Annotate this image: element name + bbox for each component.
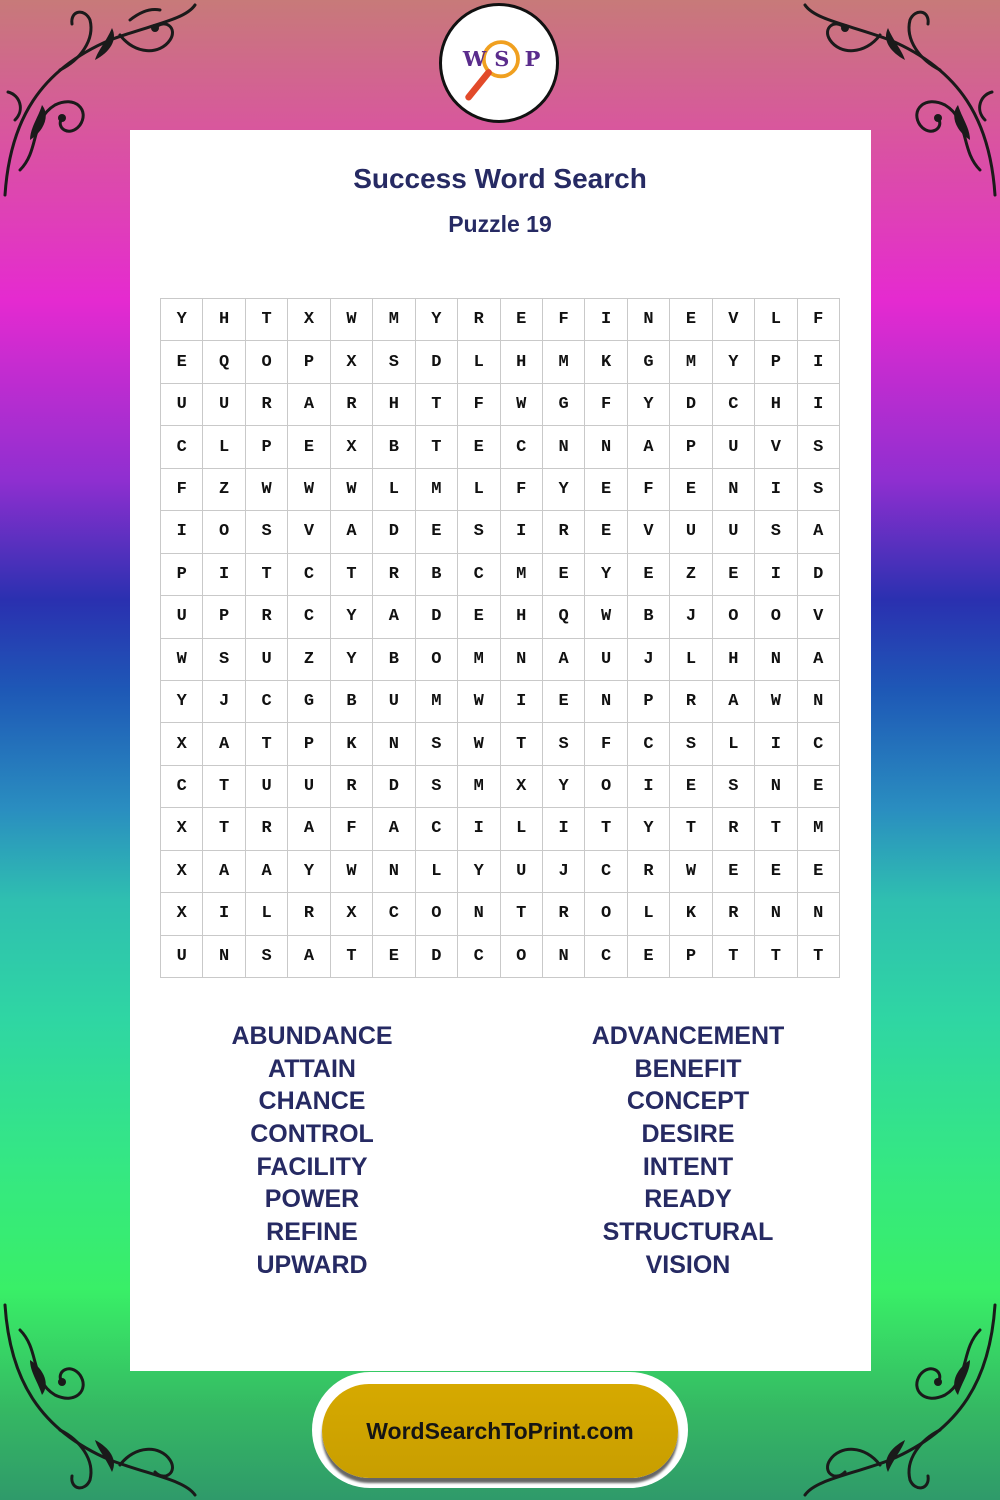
grid-cell[interactable]: P	[288, 723, 330, 765]
grid-cell[interactable]: C	[458, 936, 500, 978]
word-list-item: VISION	[645, 1250, 731, 1279]
grid-cell[interactable]: X	[161, 723, 203, 765]
grid-cell[interactable]: M	[798, 808, 840, 850]
grid-cell[interactable]: D	[373, 766, 415, 808]
grid-cell[interactable]: H	[203, 299, 245, 341]
grid-cell[interactable]: V	[628, 511, 670, 553]
grid-cell[interactable]: R	[713, 893, 755, 935]
grid-cell[interactable]: B	[373, 639, 415, 681]
grid-cell[interactable]: W	[331, 851, 373, 893]
grid-cell[interactable]: P	[203, 596, 245, 638]
grid-cell[interactable]: U	[373, 681, 415, 723]
grid-cell[interactable]: I	[755, 469, 797, 511]
grid-cell[interactable]: S	[713, 766, 755, 808]
grid-cell[interactable]: L	[373, 469, 415, 511]
grid-cell[interactable]: N	[203, 936, 245, 978]
grid-cell[interactable]: Y	[543, 469, 585, 511]
grid-cell[interactable]: F	[585, 723, 627, 765]
grid-cell[interactable]: T	[416, 426, 458, 468]
grid-cell[interactable]: C	[713, 384, 755, 426]
grid-cell[interactable]: W	[501, 384, 543, 426]
grid-cell[interactable]: O	[585, 766, 627, 808]
grid-cell[interactable]: B	[628, 596, 670, 638]
puzzle-number: Puzzle 19	[448, 211, 552, 237]
grid-cell[interactable]: P	[670, 426, 712, 468]
grid-cell[interactable]: W	[585, 596, 627, 638]
word-list-item: FACILITY	[256, 1152, 368, 1181]
grid-cell[interactable]: C	[501, 426, 543, 468]
grid-cell[interactable]: W	[246, 469, 288, 511]
grid-cell[interactable]: D	[670, 384, 712, 426]
grid-cell[interactable]: M	[416, 681, 458, 723]
grid-cell[interactable]: A	[203, 851, 245, 893]
grid-cell[interactable]: X	[161, 808, 203, 850]
grid-cell[interactable]: E	[670, 469, 712, 511]
grid-cell[interactable]: E	[798, 766, 840, 808]
grid-cell[interactable]: I	[585, 299, 627, 341]
grid-cell[interactable]: W	[670, 851, 712, 893]
grid-cell[interactable]: J	[670, 596, 712, 638]
grid-cell[interactable]: S	[203, 639, 245, 681]
grid-cell[interactable]: N	[543, 426, 585, 468]
grid-cell[interactable]: A	[288, 808, 330, 850]
grid-cell[interactable]: U	[203, 384, 245, 426]
grid-cell[interactable]: N	[585, 426, 627, 468]
grid-cell[interactable]: E	[713, 851, 755, 893]
grid-cell[interactable]: K	[585, 341, 627, 383]
grid-cell[interactable]: N	[458, 893, 500, 935]
grid-cell[interactable]: A	[288, 936, 330, 978]
grid-cell[interactable]: W	[331, 299, 373, 341]
grid-cell[interactable]: I	[203, 554, 245, 596]
grid-cell[interactable]: U	[161, 384, 203, 426]
grid-cell[interactable]: R	[458, 299, 500, 341]
grid-cell[interactable]: C	[416, 808, 458, 850]
grid-cell[interactable]: I	[798, 341, 840, 383]
grid-cell[interactable]: Q	[543, 596, 585, 638]
grid-cell[interactable]: U	[501, 851, 543, 893]
grid-cell[interactable]: R	[288, 893, 330, 935]
grid-cell[interactable]: R	[543, 511, 585, 553]
grid-cell[interactable]: T	[246, 299, 288, 341]
grid-cell[interactable]: L	[416, 851, 458, 893]
grid-cell[interactable]: N	[373, 851, 415, 893]
grid-cell[interactable]: O	[585, 893, 627, 935]
grid-cell[interactable]: Y	[713, 341, 755, 383]
grid-cell[interactable]: P	[755, 341, 797, 383]
letter-grid[interactable]	[160, 298, 840, 978]
grid-cell[interactable]: I	[755, 554, 797, 596]
grid-cell[interactable]: X	[161, 851, 203, 893]
grid-cell[interactable]: C	[798, 723, 840, 765]
grid-cell[interactable]: S	[798, 426, 840, 468]
grid-cell[interactable]: U	[713, 426, 755, 468]
grid-cell[interactable]: L	[628, 893, 670, 935]
word-list-item: CONTROL	[250, 1120, 374, 1149]
grid-cell[interactable]: Y	[458, 851, 500, 893]
grid-cell[interactable]: O	[713, 596, 755, 638]
grid-cell[interactable]: L	[203, 426, 245, 468]
grid-cell[interactable]: Y	[628, 384, 670, 426]
grid-cell[interactable]: E	[458, 426, 500, 468]
grid-cell[interactable]: M	[458, 639, 500, 681]
word-list-item: ATTAIN	[268, 1054, 356, 1083]
grid-cell[interactable]: Y	[543, 766, 585, 808]
grid-cell[interactable]: H	[373, 384, 415, 426]
grid-cell[interactable]: R	[331, 766, 373, 808]
grid-cell[interactable]: X	[331, 893, 373, 935]
grid-cell[interactable]: A	[713, 681, 755, 723]
grid-cell[interactable]: L	[246, 893, 288, 935]
grid-cell[interactable]: A	[373, 808, 415, 850]
grid-cell[interactable]: L	[670, 639, 712, 681]
grid-cell[interactable]: L	[458, 341, 500, 383]
grid-cell[interactable]: J	[203, 681, 245, 723]
grid-cell[interactable]: M	[501, 554, 543, 596]
grid-cell[interactable]: D	[798, 554, 840, 596]
grid-cell[interactable]: T	[246, 554, 288, 596]
grid-cell[interactable]: E	[628, 936, 670, 978]
grid-cell[interactable]: S	[543, 723, 585, 765]
grid-cell[interactable]: S	[246, 936, 288, 978]
grid-cell[interactable]: N	[713, 469, 755, 511]
grid-cell[interactable]: E	[670, 766, 712, 808]
word-list-item: READY	[644, 1185, 732, 1214]
grid-cell[interactable]: D	[416, 596, 458, 638]
grid-cell[interactable]: M	[373, 299, 415, 341]
grid-cell[interactable]: I	[628, 766, 670, 808]
grid-cell[interactable]: U	[161, 596, 203, 638]
grid-cell[interactable]: T	[501, 723, 543, 765]
grid-cell[interactable]: T	[501, 893, 543, 935]
grid-cell[interactable]: E	[161, 341, 203, 383]
grid-cell[interactable]: A	[203, 723, 245, 765]
grid-cell[interactable]: E	[458, 596, 500, 638]
grid-cell[interactable]: N	[755, 639, 797, 681]
grid-cell[interactable]: C	[288, 554, 330, 596]
grid-cell[interactable]: E	[755, 851, 797, 893]
grid-cell[interactable]: U	[288, 766, 330, 808]
grid-cell[interactable]: M	[458, 766, 500, 808]
grid-cell[interactable]: U	[670, 511, 712, 553]
grid-cell[interactable]: A	[628, 426, 670, 468]
grid-cell[interactable]: E	[501, 299, 543, 341]
grid-cell[interactable]: G	[288, 681, 330, 723]
grid-cell[interactable]: J	[543, 851, 585, 893]
page-title: Success Word Search	[353, 163, 647, 194]
grid-cell[interactable]: H	[713, 639, 755, 681]
word-list-item: ABUNDANCE	[231, 1022, 393, 1050]
grid-cell[interactable]: U	[713, 511, 755, 553]
grid-cell[interactable]: X	[501, 766, 543, 808]
grid-cell[interactable]: E	[670, 299, 712, 341]
grid-cell[interactable]: T	[798, 936, 840, 978]
word-list-item: DESIRE	[641, 1120, 735, 1149]
grid-cell[interactable]: A	[288, 384, 330, 426]
logo-letter-w: W	[462, 45, 487, 71]
grid-cell[interactable]: N	[798, 893, 840, 935]
grid-cell[interactable]: T	[755, 808, 797, 850]
grid-cell[interactable]: G	[543, 384, 585, 426]
grid-cell[interactable]: D	[373, 511, 415, 553]
grid-cell[interactable]: E	[585, 469, 627, 511]
grid-cell[interactable]: I	[458, 808, 500, 850]
grid-cell[interactable]: T	[713, 936, 755, 978]
grid-cell[interactable]: L	[501, 808, 543, 850]
grid-cell[interactable]: O	[416, 893, 458, 935]
grid-cell[interactable]: C	[246, 681, 288, 723]
grid-cell[interactable]: P	[161, 554, 203, 596]
logo-letter-p: P	[524, 45, 541, 71]
grid-cell[interactable]: X	[331, 341, 373, 383]
grid-cell[interactable]: U	[161, 936, 203, 978]
grid-cell[interactable]: C	[628, 723, 670, 765]
grid-cell[interactable]: C	[585, 936, 627, 978]
grid-cell[interactable]: Y	[331, 596, 373, 638]
grid-cell[interactable]: A	[543, 639, 585, 681]
grid-cell[interactable]: P	[670, 936, 712, 978]
grid-cell[interactable]: L	[713, 723, 755, 765]
grid-cell[interactable]: P	[288, 341, 330, 383]
word-list-item: ADVANCEMENT	[591, 1022, 785, 1050]
grid-cell[interactable]: N	[798, 681, 840, 723]
grid-cell[interactable]: K	[331, 723, 373, 765]
grid-cell[interactable]: O	[501, 936, 543, 978]
grid-cell[interactable]: N	[755, 766, 797, 808]
grid-cell[interactable]: R	[373, 554, 415, 596]
grid-cell[interactable]: S	[755, 511, 797, 553]
grid-cell[interactable]: T	[585, 808, 627, 850]
grid-cell[interactable]: D	[416, 341, 458, 383]
grid-cell[interactable]: M	[543, 341, 585, 383]
grid-cell[interactable]: U	[246, 766, 288, 808]
grid-cell[interactable]: V	[288, 511, 330, 553]
grid-cell[interactable]: C	[585, 851, 627, 893]
logo-letter-s: S	[494, 45, 510, 71]
grid-cell[interactable]: N	[543, 936, 585, 978]
grid-cell[interactable]: K	[670, 893, 712, 935]
grid-cell[interactable]: F	[543, 299, 585, 341]
grid-cell[interactable]: L	[755, 299, 797, 341]
grid-cell[interactable]: N	[628, 299, 670, 341]
grid-cell[interactable]: W	[331, 469, 373, 511]
grid-cell[interactable]: E	[798, 851, 840, 893]
grid-cell[interactable]: R	[331, 384, 373, 426]
grid-cell[interactable]: I	[501, 511, 543, 553]
grid-cell[interactable]: F	[458, 384, 500, 426]
grid-cell[interactable]: O	[203, 511, 245, 553]
grid-cell[interactable]: R	[713, 808, 755, 850]
grid-cell[interactable]: V	[798, 596, 840, 638]
grid-cell[interactable]: X	[161, 893, 203, 935]
grid-cell[interactable]: Y	[585, 554, 627, 596]
grid-cell[interactable]: I	[755, 723, 797, 765]
grid-cell[interactable]: A	[246, 851, 288, 893]
grid-cell[interactable]: R	[246, 808, 288, 850]
grid-cell[interactable]: Y	[628, 808, 670, 850]
word-list-item: STRUCTURAL	[602, 1218, 774, 1247]
word-list-item: INTENT	[642, 1152, 734, 1181]
grid-cell[interactable]: Y	[161, 299, 203, 341]
grid-cell[interactable]: N	[755, 893, 797, 935]
grid-cell[interactable]: P	[246, 426, 288, 468]
grid-cell[interactable]: F	[585, 384, 627, 426]
grid-cell[interactable]: F	[161, 469, 203, 511]
grid-cell[interactable]: N	[501, 639, 543, 681]
grid-cell[interactable]: F	[331, 808, 373, 850]
grid-cell[interactable]: S	[416, 723, 458, 765]
grid-cell[interactable]: C	[161, 426, 203, 468]
grid-cell[interactable]: X	[288, 299, 330, 341]
grid-cell[interactable]: C	[458, 554, 500, 596]
grid-cell[interactable]: Z	[203, 469, 245, 511]
website-link-button[interactable]: WordSearchToPrint.com	[322, 1384, 678, 1478]
grid-cell[interactable]: T	[331, 936, 373, 978]
grid-cell[interactable]: B	[331, 681, 373, 723]
grid-cell[interactable]: E	[416, 511, 458, 553]
grid-cell[interactable]: C	[161, 766, 203, 808]
grid-cell[interactable]: S	[416, 766, 458, 808]
grid-cell[interactable]: E	[373, 936, 415, 978]
grid-cell[interactable]: R	[543, 893, 585, 935]
grid-cell[interactable]: H	[755, 384, 797, 426]
grid-cell[interactable]: A	[798, 639, 840, 681]
grid-cell[interactable]: I	[161, 511, 203, 553]
grid-cell[interactable]: C	[288, 596, 330, 638]
grid-cell[interactable]: I	[501, 681, 543, 723]
grid-cell[interactable]: Q	[203, 341, 245, 383]
word-list-item: CHANCE	[258, 1087, 366, 1116]
word-list-right	[538, 1020, 838, 1282]
grid-cell[interactable]: B	[373, 426, 415, 468]
grid-cell[interactable]: V	[713, 299, 755, 341]
grid-cell[interactable]: Y	[416, 299, 458, 341]
grid-cell[interactable]: J	[628, 639, 670, 681]
grid-cell[interactable]: W	[755, 681, 797, 723]
grid-cell[interactable]: S	[246, 511, 288, 553]
grid-cell[interactable]: T	[246, 723, 288, 765]
grid-cell[interactable]: I	[543, 808, 585, 850]
grid-cell[interactable]: S	[670, 723, 712, 765]
grid-cell[interactable]: T	[331, 554, 373, 596]
grid-cell[interactable]: Y	[161, 681, 203, 723]
grid-cell[interactable]: S	[373, 341, 415, 383]
grid-cell[interactable]: M	[416, 469, 458, 511]
word-list-item: BENEFIT	[634, 1054, 742, 1083]
grid-cell[interactable]: O	[246, 341, 288, 383]
grid-cell[interactable]: O	[416, 639, 458, 681]
grid-cell[interactable]: O	[755, 596, 797, 638]
grid-cell[interactable]: E	[713, 554, 755, 596]
grid-cell[interactable]: L	[458, 469, 500, 511]
grid-cell[interactable]: H	[501, 596, 543, 638]
wsp-logo[interactable]	[439, 3, 559, 123]
grid-cell[interactable]: R	[246, 384, 288, 426]
grid-cell[interactable]: N	[585, 681, 627, 723]
grid-cell[interactable]: B	[416, 554, 458, 596]
grid-cell[interactable]: W	[458, 681, 500, 723]
grid-cell[interactable]: A	[373, 596, 415, 638]
grid-cell[interactable]: T	[203, 766, 245, 808]
word-list-item: POWER	[264, 1185, 360, 1214]
grid-cell[interactable]: G	[628, 341, 670, 383]
word-list-left	[162, 1020, 462, 1282]
grid-cell[interactable]: V	[755, 426, 797, 468]
grid-cell[interactable]: E	[543, 681, 585, 723]
grid-cell[interactable]: W	[161, 639, 203, 681]
word-list-item: CONCEPT	[626, 1087, 750, 1116]
grid-cell[interactable]: T	[670, 808, 712, 850]
grid-cell[interactable]: A	[798, 511, 840, 553]
grid-cell[interactable]: W	[458, 723, 500, 765]
grid-cell[interactable]: Z	[670, 554, 712, 596]
grid-cell[interactable]: R	[670, 681, 712, 723]
grid-cell[interactable]: E	[585, 511, 627, 553]
grid-cell[interactable]: M	[670, 341, 712, 383]
grid-cell[interactable]: T	[416, 384, 458, 426]
grid-cell[interactable]: P	[628, 681, 670, 723]
grid-cell[interactable]: E	[628, 554, 670, 596]
grid-cell[interactable]: N	[373, 723, 415, 765]
grid-cell[interactable]: C	[373, 893, 415, 935]
grid-cell[interactable]: U	[246, 639, 288, 681]
grid-cell[interactable]: S	[798, 469, 840, 511]
grid-cell[interactable]: I	[203, 893, 245, 935]
grid-cell[interactable]: H	[501, 341, 543, 383]
grid-cell[interactable]: E	[288, 426, 330, 468]
grid-cell[interactable]: W	[288, 469, 330, 511]
grid-cell[interactable]: A	[331, 511, 373, 553]
grid-cell[interactable]: Y	[331, 639, 373, 681]
grid-cell[interactable]: I	[798, 384, 840, 426]
grid-cell[interactable]: Y	[288, 851, 330, 893]
grid-cell[interactable]: F	[628, 469, 670, 511]
grid-cell[interactable]: R	[246, 596, 288, 638]
word-list-item: REFINE	[266, 1218, 358, 1247]
grid-cell[interactable]: S	[458, 511, 500, 553]
grid-cell[interactable]: Z	[288, 639, 330, 681]
grid-cell[interactable]: R	[628, 851, 670, 893]
grid-cell[interactable]: U	[585, 639, 627, 681]
grid-cell[interactable]: X	[331, 426, 373, 468]
grid-cell[interactable]: F	[501, 469, 543, 511]
grid-cell[interactable]: F	[798, 299, 840, 341]
grid-cell[interactable]: T	[203, 808, 245, 850]
grid-cell[interactable]: T	[755, 936, 797, 978]
word-list-item: UPWARD	[256, 1250, 368, 1279]
grid-cell[interactable]: E	[543, 554, 585, 596]
grid-cell[interactable]: D	[416, 936, 458, 978]
